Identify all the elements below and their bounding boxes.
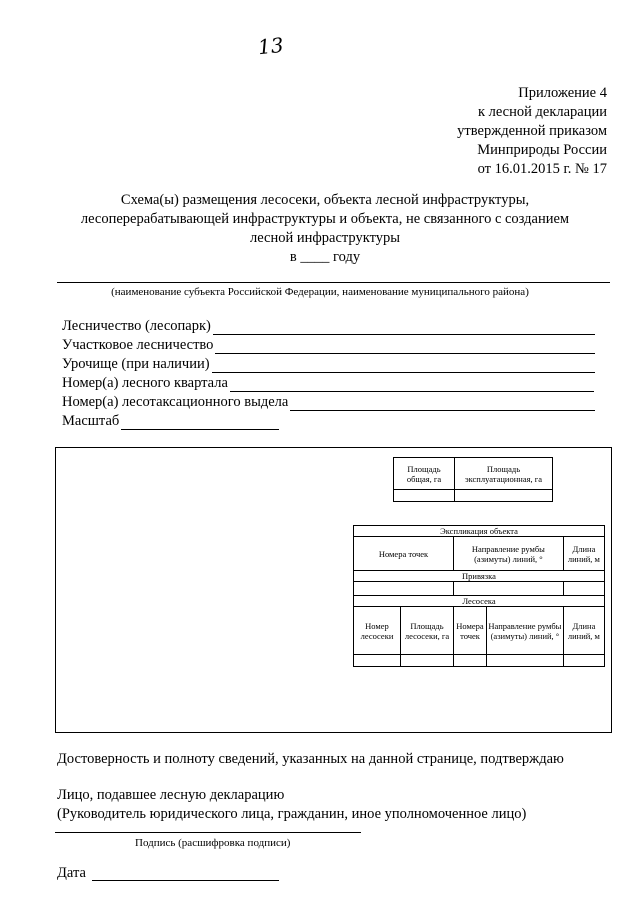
- appendix-line: к лесной декларации: [477, 104, 607, 120]
- cutting-length-header: Длина линий, м: [563, 607, 604, 655]
- appendix-line: утвержденной приказом: [457, 123, 607, 139]
- appendix-line: Приложение 4: [518, 85, 607, 101]
- area-exploitation-cell: [455, 490, 553, 502]
- field-label: Номер(а) лесотаксационного выдела: [62, 394, 289, 410]
- cutting-direction-cell: [487, 655, 564, 667]
- area-total-header: Площадь общая, га: [394, 458, 455, 490]
- year-blank: ____: [300, 249, 330, 265]
- confirm-text: Достоверность и полноту сведений, указанных на данной странице, подтверждаю: [57, 751, 564, 767]
- person-label: Лицо, подавшее лесную декларацию: [57, 787, 285, 803]
- field-label: Масштаб: [62, 413, 120, 429]
- appendix-line: от 16.01.2015 г. № 17: [477, 161, 607, 177]
- length-header: Длина линий, м: [563, 537, 604, 571]
- date-line: [92, 880, 279, 881]
- title-year: [40, 248, 610, 267]
- cutting-length-cell: [563, 655, 604, 667]
- cutting-direction-header: Направление румбы (азимуты) линий, °: [487, 607, 564, 655]
- field-line: [215, 339, 595, 354]
- field-label: Урочище (при наличии): [62, 356, 210, 372]
- explication-table: [353, 525, 605, 667]
- title-line: лесоперерабатывающей инфраструктуры и объекта, не связанного с созданием: [80, 211, 570, 227]
- field-line: [230, 377, 594, 392]
- field-forestry: [62, 315, 595, 335]
- field-label: Лесничество (лесопарк): [62, 318, 211, 334]
- cutting-points-header: Номера точек: [454, 607, 487, 655]
- field-line: [290, 396, 595, 411]
- signature-caption: Подпись (расшифровка подписи): [135, 837, 291, 849]
- field-line: [213, 320, 595, 335]
- title-line: Схема(ы) размещения лесосеки, объекта лесной инфраструктуры,: [120, 192, 530, 208]
- date-label: Дата: [57, 865, 86, 881]
- appendix-header: [457, 84, 607, 179]
- area-total-cell: [394, 490, 455, 502]
- field-line: [212, 358, 595, 373]
- title-line: лесной инфраструктуры: [250, 230, 400, 246]
- cutting-header: Лесосека: [354, 596, 605, 607]
- area-table: [393, 457, 553, 502]
- binding-length-cell: [563, 582, 604, 596]
- field-tract: [62, 353, 595, 373]
- page-number: 13: [256, 32, 285, 60]
- document-title: [40, 191, 610, 267]
- cutting-area-header: Площадь лесосеки, га: [401, 607, 454, 655]
- cutting-points-cell: [454, 655, 487, 667]
- field-quarter: [62, 372, 594, 392]
- points-header: Номера точек: [354, 537, 454, 571]
- subject-line: [57, 282, 610, 283]
- subject-caption: (наименование субъекта Российской Федерации, наименование муниципального района): [111, 286, 529, 298]
- field-scale: [62, 410, 279, 430]
- signature-line: [55, 832, 361, 833]
- cutting-number-cell: [354, 655, 401, 667]
- field-label: Участковое лесничество: [62, 337, 214, 353]
- year-prefix: в: [289, 249, 297, 265]
- field-line: [121, 415, 279, 430]
- binding-header: Привязка: [354, 571, 605, 582]
- field-district-forestry: [62, 334, 595, 354]
- cutting-number-header: Номер лесосеки: [354, 607, 401, 655]
- explication-title: Экспликация объекта: [354, 526, 605, 537]
- appendix-line: Минприроды России: [477, 142, 607, 158]
- person-note: (Руководитель юридического лица, гражданин, иное уполномоченное лицо): [57, 806, 527, 822]
- binding-points-cell: [354, 582, 454, 596]
- direction-header: Направление румбы (азимуты) линий, °: [454, 537, 564, 571]
- cutting-area-cell: [401, 655, 454, 667]
- area-exploitation-header: Площадь эксплуатационная, га: [455, 458, 553, 490]
- field-allotment: [62, 391, 595, 411]
- year-suffix: году: [333, 249, 361, 265]
- binding-direction-cell: [454, 582, 564, 596]
- field-label: Номер(а) лесного квартала: [62, 375, 228, 391]
